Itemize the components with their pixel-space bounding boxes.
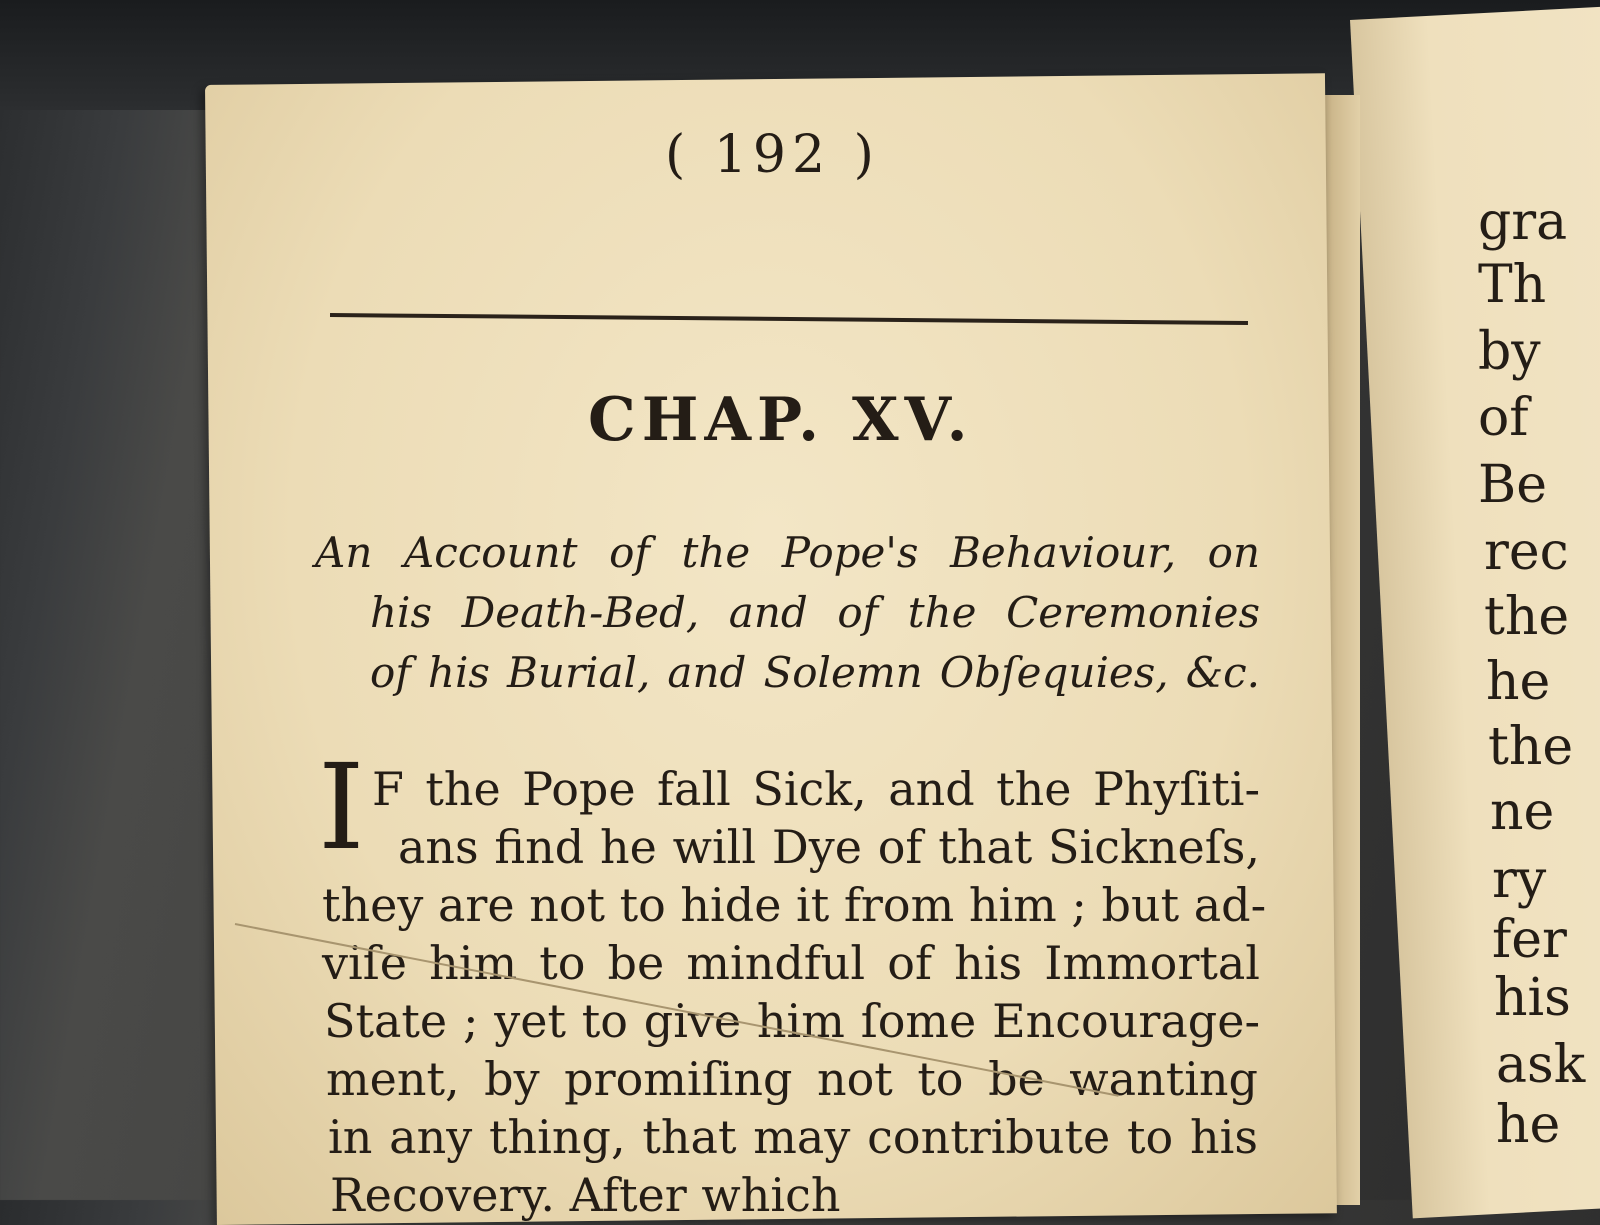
right-page-text: by (1478, 322, 1541, 382)
body-line: State ; yet to give him ſome Encourage- (324, 994, 1260, 1048)
right-page-text: of (1478, 388, 1529, 448)
right-page-text: fer (1492, 910, 1567, 970)
body-line: viſe him to be mindful of his Immortal (322, 936, 1260, 990)
subtitle-line: of his Burial, and Solemn Obſequies, &c. (370, 648, 1260, 697)
body-line: F the Pope fall Sick, and the Phyſiti- (372, 762, 1260, 816)
right-page-text: ne (1490, 782, 1555, 842)
subtitle-line: his Death-Bed, and of the Ceremonies (370, 588, 1260, 637)
right-page-text: he (1496, 1095, 1561, 1155)
right-page-text: his (1494, 968, 1571, 1028)
right-page-text: Th (1478, 255, 1547, 315)
subtitle-line: An Account of the Pope's Behaviour, on (315, 528, 1260, 577)
chapter-title: CHAP. XV. (588, 385, 974, 455)
body-line: ans find he will Dye of that Sickneſs, (398, 820, 1260, 874)
drop-cap: I (318, 738, 365, 876)
page-number: ( 192 ) (665, 125, 880, 185)
right-page-text: ask (1496, 1035, 1586, 1095)
right-page-text: rec (1484, 522, 1569, 582)
right-page-text: gra (1478, 192, 1568, 252)
body-line: ment, by promiſing not to be wanting (326, 1052, 1258, 1106)
right-page-text: Be (1478, 455, 1547, 515)
right-page-text: he (1486, 652, 1551, 712)
right-page-text: the (1488, 717, 1574, 777)
body-line: they are not to hide it from him ; but ad- (322, 878, 1267, 932)
right-page-text: the (1484, 587, 1570, 647)
right-page-text: ry (1492, 850, 1547, 910)
body-line: in any thing, that may contribute to his (328, 1110, 1258, 1164)
body-line: Recovery. After which (330, 1168, 841, 1222)
